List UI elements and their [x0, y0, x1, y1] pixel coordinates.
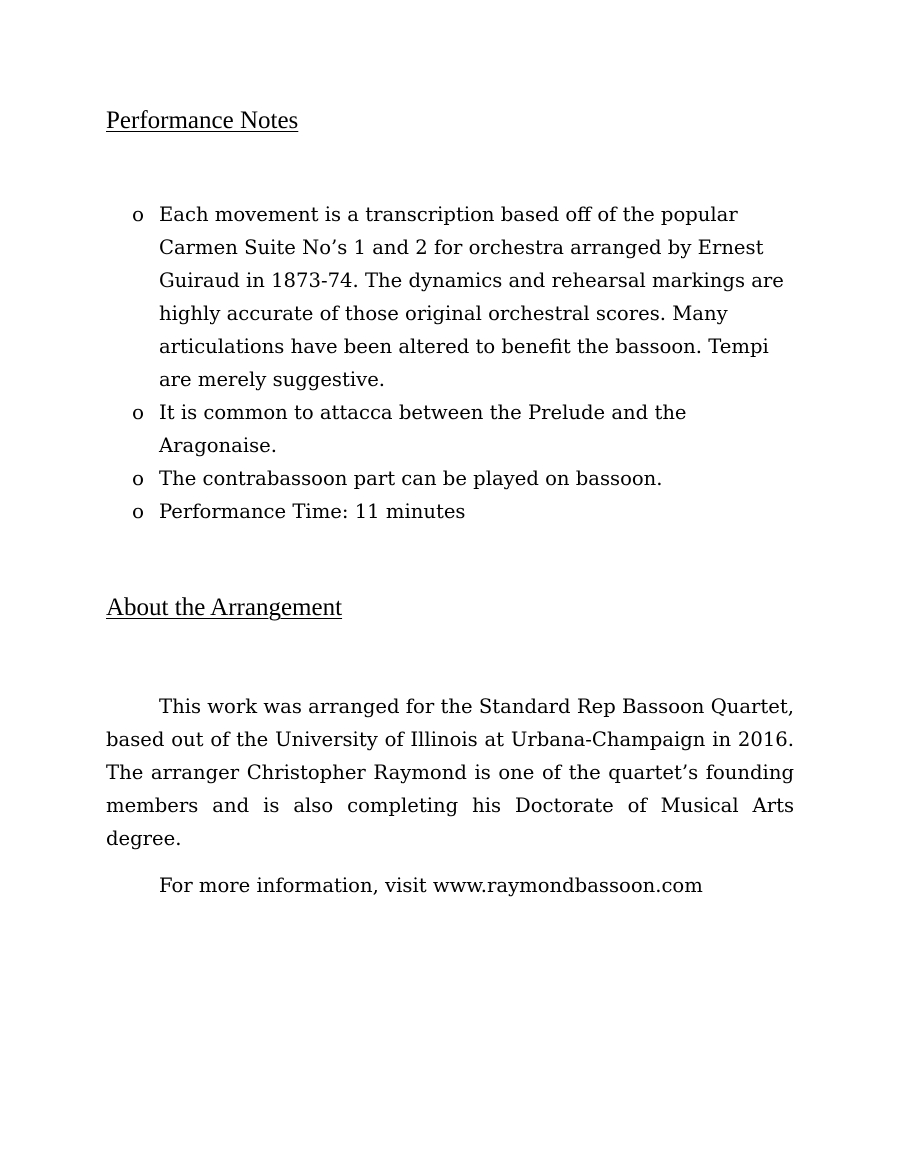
- list-item-text: It is common to attacca between the Prelude and the Aragonaise.: [159, 401, 687, 457]
- list-item: [106, 462, 796, 495]
- list-item-text: Performance Time: 11 minutes: [159, 500, 466, 523]
- bullet-icon: o: [132, 499, 145, 523]
- bullet-icon: o: [132, 202, 145, 226]
- website-info-paragraph: For more information, visit www.raymondbassoon.com: [159, 874, 703, 897]
- bullet-icon: o: [132, 466, 145, 490]
- bullet-icon: o: [132, 400, 145, 424]
- performance-notes-list: [106, 198, 796, 528]
- list-item: [106, 495, 796, 528]
- about-arrangement-body: [106, 690, 794, 902]
- list-item-text: The contrabassoon part can be played on bassoon.: [159, 467, 663, 490]
- list-item: [106, 198, 796, 396]
- list-item: [106, 396, 796, 462]
- about-paragraph: This work was arranged for the Standard Rep Bassoon Quartet, based out of the University of Illinois at Urbana-Champaign in 2016. The arranger Christopher Raymond is one of the quartet’s founding members and is also completing his Doctorate of Musical Arts degree.: [106, 695, 794, 850]
- list-item-text: Each movement is a transcription based off of the popular Carmen Suite No’s 1 and 2 for orchestra arranged by Ernest Guiraud in 1873-74. The dynamics and rehearsal markings are highly accurate of those original orchestral scores. Many articulations have been altered to benefit the bassoon. Tempi are merely suggestive.: [159, 203, 784, 391]
- performance-notes-heading: Performance Notes: [106, 107, 299, 134]
- about-arrangement-heading: About the Arrangement: [106, 594, 343, 621]
